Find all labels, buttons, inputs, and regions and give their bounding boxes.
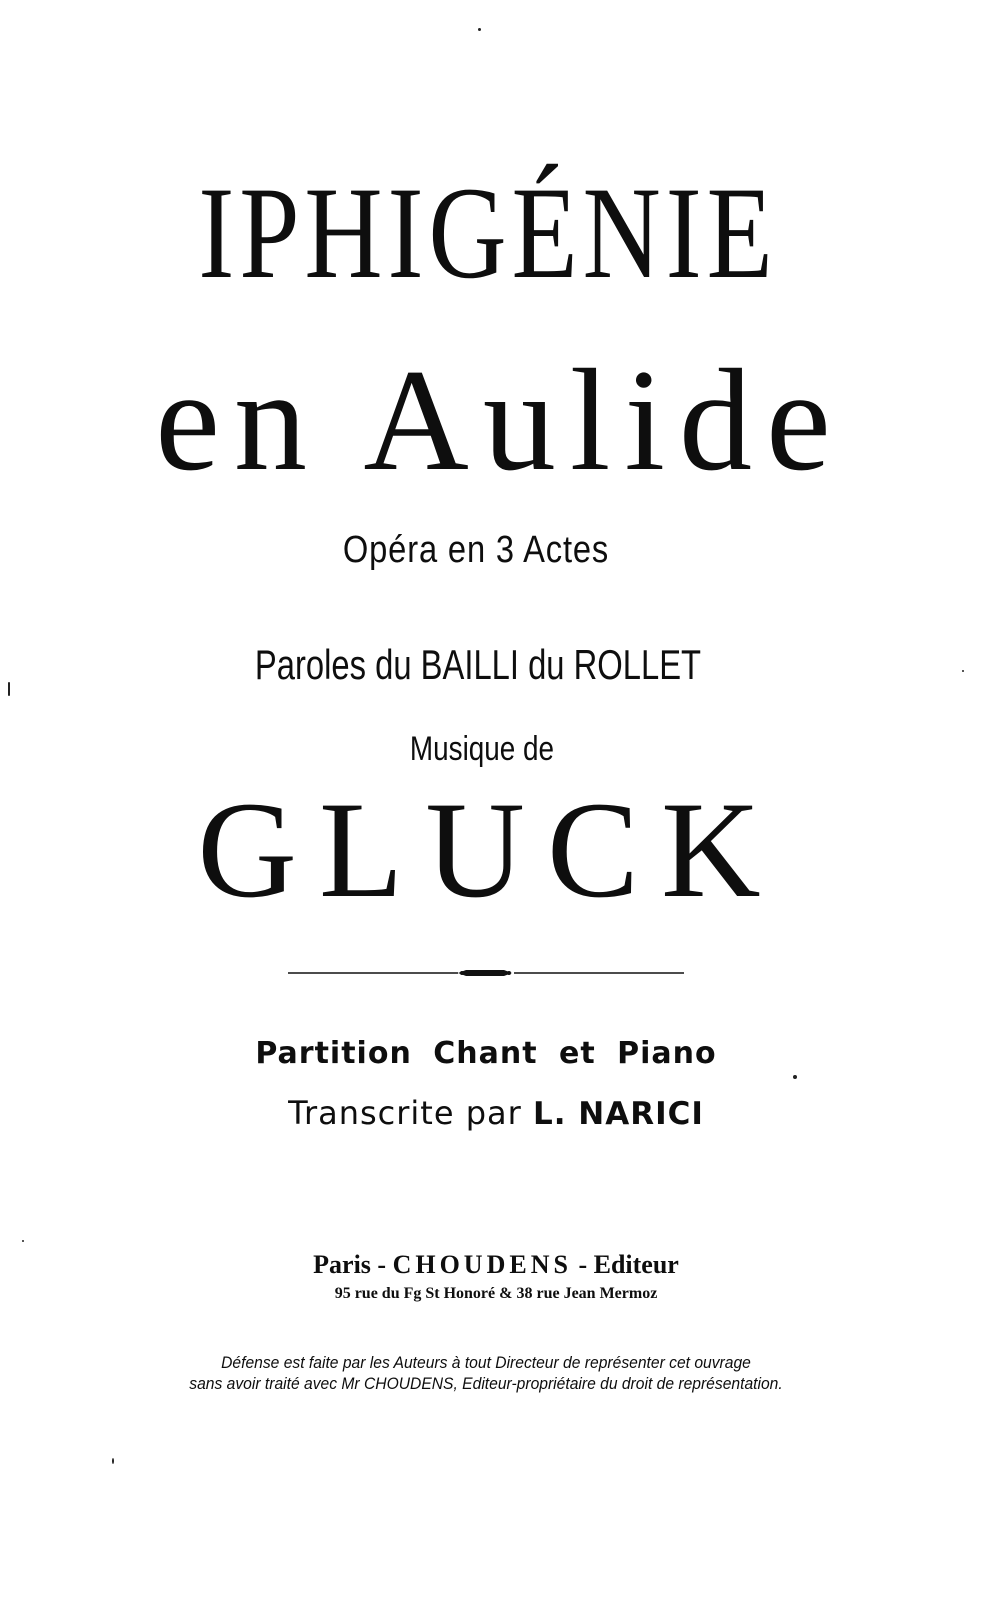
scan-speck <box>112 1458 114 1464</box>
libretto-prefix: Paroles du <box>254 641 421 688</box>
libretto-credit <box>88 640 868 690</box>
publisher-name: CHOUDENS <box>392 1250 572 1279</box>
score-type: Partition Chant et Piano <box>255 1036 717 1071</box>
opera-title-line1: IPHIGÉNIE <box>198 159 778 306</box>
rights-notice-line1: Défense est faite par les Auteurs à tout Directeur de représenter cet ouvrage <box>221 1353 751 1372</box>
publisher-role: - Editeur <box>571 1250 679 1279</box>
scan-speck <box>793 1075 797 1079</box>
transcriber-name: L. NARICI <box>532 1096 704 1132</box>
publisher-address: 95 rue du Fg St Honoré & 38 rue Jean Mermoz <box>334 1285 658 1302</box>
librettist-name: BAILLI du ROLLET <box>420 641 702 688</box>
transcription-credit <box>0 1092 996 1135</box>
transcription-prefix: Transcrite par <box>288 1094 533 1132</box>
publisher-line <box>0 1248 996 1282</box>
ornamental-rule-icon <box>288 968 684 978</box>
opera-title-line2: en Aulide <box>155 339 845 501</box>
publisher-city: Paris - <box>313 1250 393 1279</box>
scan-speck <box>962 670 964 672</box>
rights-notice-line2: sans avoir traité avec Mr CHOUDENS, Editeur-propriétaire du droit de représentation. <box>189 1374 783 1393</box>
scan-speck <box>478 28 481 31</box>
music-by-label: Musique de <box>409 730 555 768</box>
composer-name: GLUCK <box>197 773 783 926</box>
scan-speck <box>22 1240 24 1242</box>
opera-subtitle: Opéra en 3 Actes <box>342 529 610 571</box>
scan-speck <box>8 682 10 696</box>
